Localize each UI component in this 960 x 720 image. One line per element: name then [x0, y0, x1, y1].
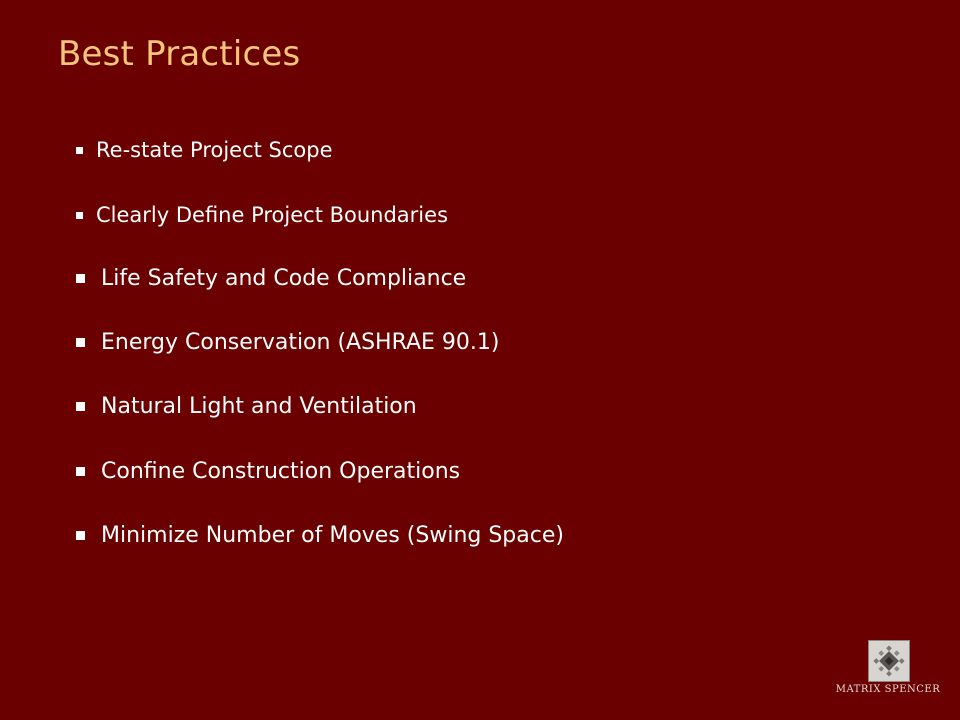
list-item: [74, 262, 466, 294]
square-bullet-icon: [76, 212, 83, 219]
square-bullet-icon: [76, 531, 85, 540]
list-item-text: Re-state Project Scope: [96, 138, 333, 162]
square-bullet-icon: [76, 147, 83, 154]
list-item: [74, 519, 564, 551]
list-item-text: Minimize Number of Moves (Swing Space): [101, 522, 564, 548]
list-item: [74, 390, 417, 422]
company-logo: [830, 640, 946, 706]
logo-text: MATRIX SPENCER: [835, 684, 941, 695]
matrix-spencer-logo-icon: [868, 640, 910, 682]
square-bullet-icon: [76, 402, 85, 411]
list-item-text: Natural Light and Ventilation: [101, 393, 417, 419]
square-bullet-icon: [76, 338, 85, 347]
list-item-text: Life Safety and Code Compliance: [101, 265, 467, 291]
list-item: [74, 199, 448, 231]
list-item: [74, 455, 460, 487]
slide-title: Best Practices: [58, 34, 301, 74]
list-item-text: Energy Conservation (ASHRAE 90.1): [101, 329, 500, 355]
square-bullet-icon: [76, 467, 85, 476]
list-item: [74, 134, 333, 166]
list-item: [74, 326, 500, 358]
square-bullet-icon: [76, 274, 85, 283]
list-item-text: Confine Construction Operations: [101, 458, 461, 484]
list-item-text: Clearly Define Project Boundaries: [96, 203, 449, 227]
